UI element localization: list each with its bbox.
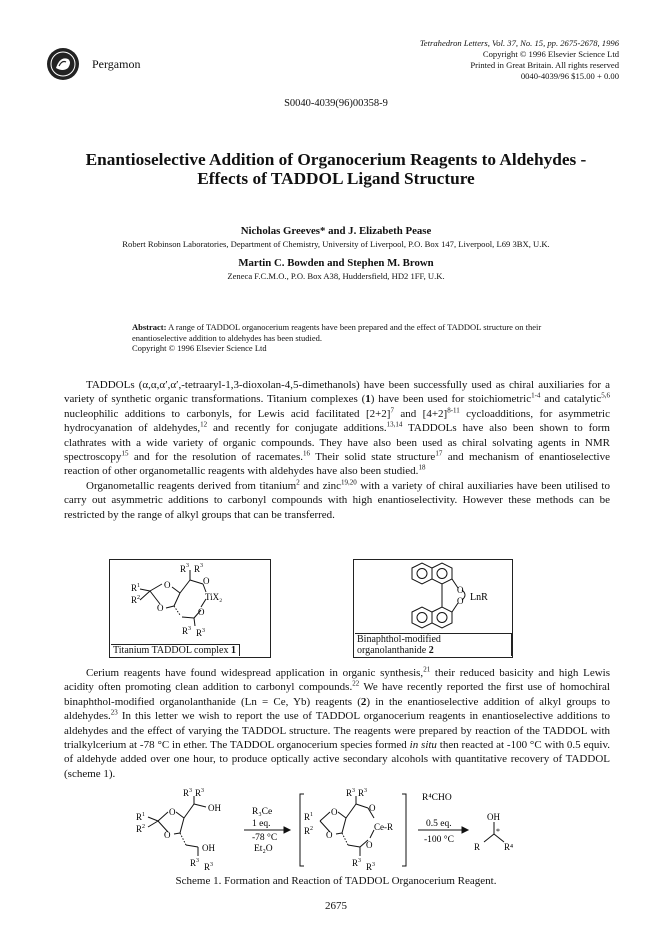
scheme-eq2: 0.5 eq. [426,819,452,829]
scheme-1-diagram [136,784,556,872]
box2-caption-text: Binaphthol-modified organolanthanide [357,634,441,656]
abstract-label: Abstract: [132,322,167,332]
scheme-r4cho: R⁴CHO [422,793,452,803]
box1-caption [111,644,240,656]
scheme-temp1: -78 °C [252,833,278,843]
scheme-r3-a: R [183,788,190,798]
scheme-product-r4: R⁴ [504,842,514,852]
paper-title [40,150,632,188]
label-r3-bottom: R [182,626,189,636]
citation-price: 0040-4039/96 $15.00 + 0.00 [520,71,619,81]
authors-group-1: Nicholas Greeves* and J. Elizabeth Pease [240,225,432,237]
scheme-mid-r1: R [304,812,311,822]
box2-caption-number: 2 [428,645,434,656]
label-lnr: LnR [470,592,488,603]
label-r3-bottom-b-sup: 3 [202,628,205,634]
scheme-mid-r3-b: R [358,788,365,798]
label-o-2: O [157,603,164,613]
scheme-mid-r2: R [304,826,311,836]
scheme-cer: Ce-R [374,822,393,832]
doi-text: S0040-4039(96)00358-9 [284,98,388,109]
paragraph-1: TADDOLs (α,α,α′,α′,-tetraaryl-1,3-dioxolan-4,5-dimethanols) have been successfully used as chiral auxiliaries for a variety of synthetic organic transformations. Titanium complexes (1) have been used for stoichiometric$^{1-4}$ and catalytic$^{5,6}$ nucleophilic additions to carbonyls, for Lewis acid facilitated $[2+2]^7$ and $[4+2]^{8-11}$ cycloadditions, for asymmetric hydrocyanation of aldehydes,$^{12}$ and recently for conjugate additions.$^{13,14}$ TADDOLs have also been shown to form clathrates with a wide variety of organic compounds. They have also been used as chiral solvating agents in NMR spectroscopy$^{15}$ and for the resolution of racemates.$^{16}$ Their solid state structure$^{17}$ and mechanism of enantioselective reaction of other organometallic reagents with aldehydes have also been studied.$^{18}$ [64,379,610,478]
scheme-mid-o-2: O [326,830,333,840]
box1-caption-text: Titanium TADDOL complex [113,645,229,656]
label-r3-bottom-b: R [196,628,203,638]
label-r2-sup: 2 [137,595,140,601]
paragraph-2: Organometallic reagents derived from titanium$^2$ and zinc$^{19,20}$ with a variety of chiral auxiliaries have been utilised to carry out asymmetric additions to carbonyl compounds with high enantioselectivity. However these methods can be restricted by the range of alkyl groups that can be transferred. [64,478,610,521]
label-tix2: TiX₂ [205,592,223,602]
paragraph-3: Cerium reagents have found widespread application in organic synthesis,$^{21}$ their reduced basicity and high Lewis acidity often promoting clean addition to carbonyl compounds.$^{22}$ We have recently reported the first use of homochiral binaphthol-modified organolanthanide (Ln = Ce, Yb) reagents (2) in the enantioselective addition of alkyl groups to aldehydes.$^{23}$ In this letter we wish to report the use of TADDOL organocerium reagents in enantioselective additions to aldehydes and the effect of varying the TADDOL structure. The reagents were prepared by reaction of the TADDOL with trialkylcerium at -78 °C in ether. The TADDOL organocerium species formed in situ then reacted at -100 °C with 0.5 equiv. of aldehyde added over one hour, to produce optically active secondary alcohols with quantitative recovery of TADDOL (scheme 1). [64,665,610,780]
scheme-o-1: O [169,807,176,817]
label-o-3: O [203,576,210,586]
scheme-oh-2: OH [202,843,215,853]
scheme-mid-r1-sup: 1 [310,812,313,818]
label-o-4: O [198,607,205,617]
label-o-1: O [164,580,171,590]
abstract-copyright: Copyright © 1996 Elsevier Science Ltd [132,343,267,353]
scheme-mid-r3-d-sup: 3 [372,862,375,868]
scheme-mid-r3-a-sup: 3 [352,788,355,794]
abstract-block [132,322,552,354]
titanium-taddol-structure [110,560,270,638]
scheme-product-star: * [496,827,500,836]
body-text-1 [64,378,610,522]
scheme-mid-r2-sup: 2 [310,826,313,832]
abstract-text: A range of TADDOL organocerium reagents have been prepared and the effect of TADDOL structure on their enantioselective addition to aldehydes has been studied. [132,322,542,343]
scheme-caption: Scheme 1. Formation and Reaction of TADDOL Organocerium Reagent. [175,875,497,887]
scheme-product-oh: OH [487,812,500,822]
scheme-r3-d: R [204,862,211,872]
scheme-et2o: Et₂O [254,844,273,854]
scheme-r3-d-sup: 3 [210,862,213,868]
scheme-mid-o-3: O [369,803,376,813]
authors-group-2: Martin C. Bowden and Stephen M. Brown [238,257,434,269]
citation-journal: Tetrahedron Letters, Vol. 37, No. 15, pp. 2675-2678, 1996 [419,38,619,48]
scheme-mid-r3-c-sup: 3 [358,858,361,864]
scheme-r1: R [136,812,143,822]
scheme-mid-r3-b-sup: 3 [364,788,367,794]
title-line-2: Effects of TADDOL Ligand Structure [197,169,475,188]
citation-block [339,38,619,82]
scheme-r3-c-sup: 3 [196,858,199,864]
scheme-mid-o-4: O [366,840,373,850]
scheme-mid-o-1: O [331,807,338,817]
label-r3-top-sup: 3 [186,563,189,569]
scheme-mid-r3-c: R [352,858,359,868]
scheme-eq1: 1 eq. [252,819,271,829]
scheme-oh-1: OH [208,803,221,813]
label-r2: R [131,595,138,605]
scheme-o-2: O [164,830,171,840]
pergamon-logo-icon [46,47,80,81]
scheme-product-r: R [474,842,481,852]
scheme-r1-sup: 1 [142,812,145,818]
label-r3-top-b-sup: 3 [200,563,203,569]
figure-box-binaphthol [353,559,513,658]
scheme-r3-b: R [195,788,202,798]
label-r3-top: R [180,564,187,574]
scheme-r2-sup: 2 [142,824,145,830]
label-r3-bottom-sup: 3 [188,626,191,632]
label-o-lower: O [457,596,464,606]
citation-copyright: Copyright © 1996 Elsevier Science Ltd [482,49,619,59]
binaphthol-structure [354,560,512,638]
figure-box-titanium-taddol [109,559,271,658]
scheme-mid-r3-d: R [366,862,373,872]
title-line-1: Enantioselective Addition of Organocerium Reagents to Aldehydes - [85,150,587,169]
affiliation-1: Robert Robinson Laboratories, Department of Chemistry, University of Liverpool, P.O. Box 147, Liverpool, L69 3BX, U.K. [122,239,550,249]
label-o-upper: O [457,585,464,595]
body-text-2 [64,666,610,781]
affiliation-2: Zeneca F.C.M.O., P.O. Box A38, Huddersfield, HD2 1FF, U.K. [227,271,445,281]
page-number: 2675 [325,900,347,912]
box2-caption [355,633,512,656]
scheme-r3ce: R₃Ce [252,807,273,817]
scheme-r3-b-sup: 3 [201,788,204,794]
scheme-mid-r3-a: R [346,788,353,798]
scheme-r3-a-sup: 3 [189,788,192,794]
citation-printed: Printed in Great Britain. All rights reserved [470,60,619,70]
publisher-name: Pergamon [92,57,141,71]
label-r1: R [131,583,138,593]
scheme-r2: R [136,824,143,834]
scheme-r3-c: R [190,858,197,868]
box1-caption-number: 1 [231,645,236,656]
label-r1-sup: 1 [137,583,140,589]
label-r3-top-b: R [194,564,201,574]
scheme-temp2: -100 °C [424,835,454,845]
